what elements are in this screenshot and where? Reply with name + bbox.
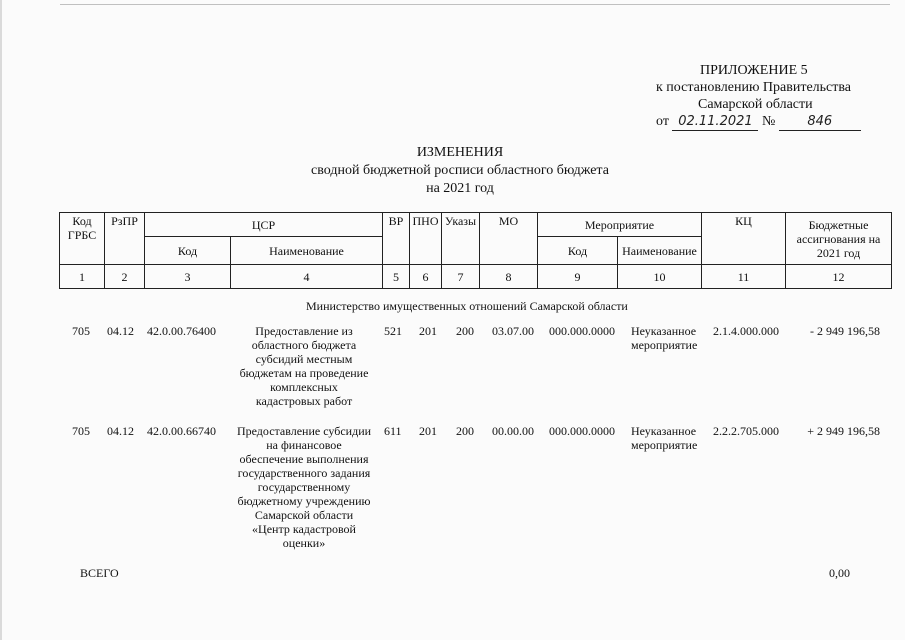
name-line: субсидий местным	[255, 352, 353, 366]
row-rzpr: 04.12	[107, 424, 134, 438]
name-line: комплексных	[270, 380, 338, 394]
total-label: ВСЕГО	[80, 566, 119, 580]
heading-line-3: на 2021 год	[426, 181, 494, 196]
mer-name-line: мероприятие	[631, 338, 698, 352]
column-number: 11	[702, 265, 786, 289]
total-value: 0,00	[829, 566, 850, 580]
row-csr: 42.0.00.66740	[147, 424, 216, 438]
heading-line-1: ИЗМЕНЕНИЯ	[416, 145, 504, 160]
row-mo: 00.00.00	[492, 424, 534, 438]
column-number: 5	[383, 265, 410, 289]
row-mer-name	[631, 324, 697, 352]
name-line: Предоставление из	[255, 324, 353, 338]
header-meropriyatie: Мероприятие	[538, 213, 702, 237]
name-line: обеспечение выполнения	[239, 452, 369, 466]
name-line: на финансовое	[266, 438, 342, 452]
name-line: государственного задания	[237, 466, 371, 480]
column-number: 6	[410, 265, 442, 289]
section-title: Министерство имущественных отношений Самарской области	[306, 299, 628, 313]
row-vr: 611	[384, 424, 402, 438]
header-kod-grbs: Код ГРБС	[60, 213, 105, 265]
row-ukazy: 200	[456, 424, 474, 438]
appendix-region: Самарской области	[698, 97, 813, 112]
header-csr-name: Наименование	[231, 237, 383, 265]
row-csr-name	[228, 324, 380, 408]
header-rzpr: РзПР	[105, 213, 145, 265]
column-number: 12	[786, 265, 892, 289]
number-prefix: №	[761, 114, 776, 129]
appendix-resolution: к постановлению Правительства	[656, 80, 852, 95]
row-rzpr: 04.12	[107, 324, 134, 338]
name-line: кадастровых работ	[255, 394, 353, 408]
column-number: 3	[145, 265, 231, 289]
name-line: бюджетам на проведение	[239, 366, 369, 380]
name-line: бюджетному учреждению	[237, 494, 371, 508]
name-line: оценки»	[282, 536, 326, 550]
row-kc: 2.1.4.000.000	[713, 324, 779, 338]
column-number: 1	[60, 265, 105, 289]
row-mer-name	[631, 424, 697, 452]
row-amount: - 2 949 196,58	[810, 324, 880, 338]
budget-table-header	[59, 212, 892, 289]
row-mer-kod: 000.000.0000	[549, 424, 615, 438]
date-handwritten: 02.11.2021	[672, 113, 758, 131]
header-budget: Бюджетные ассигнования на 2021 год	[786, 213, 892, 265]
row-pno: 201	[419, 324, 437, 338]
name-line: областного бюджета	[251, 338, 357, 352]
row-ukazy: 200	[456, 324, 474, 338]
header-pno: ПНО	[410, 213, 442, 265]
mer-name-line: мероприятие	[631, 438, 698, 452]
row-mer-kod: 000.000.0000	[549, 324, 615, 338]
mer-name-line: Неуказанное	[631, 424, 697, 438]
column-number: 8	[480, 265, 538, 289]
row-amount: + 2 949 196,58	[807, 424, 880, 438]
row-csr-name	[228, 424, 380, 550]
appendix-title: ПРИЛОЖЕНИЕ 5	[700, 63, 808, 78]
column-number: 10	[618, 265, 702, 289]
row-vr: 521	[384, 324, 402, 338]
name-line: Предоставление субсидии	[236, 424, 372, 438]
name-line: «Центр кадастровой	[252, 522, 356, 536]
column-number: 2	[105, 265, 145, 289]
name-line: государственному	[257, 480, 351, 494]
header-mer-kod: Код	[538, 237, 618, 265]
header-csr: ЦСР	[145, 213, 383, 237]
column-number: 9	[538, 265, 618, 289]
header-mer-name: Наименование	[618, 237, 702, 265]
mer-name-line: Неуказанное	[631, 324, 697, 338]
row-csr: 42.0.00.76400	[147, 324, 216, 338]
appendix-date-line	[656, 113, 861, 131]
row-grbs: 705	[72, 324, 90, 338]
column-number: 4	[231, 265, 383, 289]
row-mo: 03.07.00	[492, 324, 534, 338]
header-mo: МО	[480, 213, 538, 265]
header-ukazy: Указы	[442, 213, 480, 265]
row-grbs: 705	[72, 424, 90, 438]
number-handwritten: 846	[779, 113, 861, 131]
header-vr: ВР	[383, 213, 410, 265]
scan-artifact-line	[60, 4, 890, 5]
name-line: Самарской области	[254, 508, 354, 522]
column-number-row	[60, 265, 892, 289]
column-number: 7	[442, 265, 480, 289]
row-pno: 201	[419, 424, 437, 438]
heading-line-2: сводной бюджетной росписи областного бюджета	[311, 163, 609, 178]
row-kc: 2.2.2.705.000	[713, 424, 779, 438]
date-prefix: от	[656, 114, 669, 129]
scan-artifact-edge	[0, 0, 2, 640]
header-kc: КЦ	[702, 213, 786, 265]
header-csr-kod: Код	[145, 237, 231, 265]
